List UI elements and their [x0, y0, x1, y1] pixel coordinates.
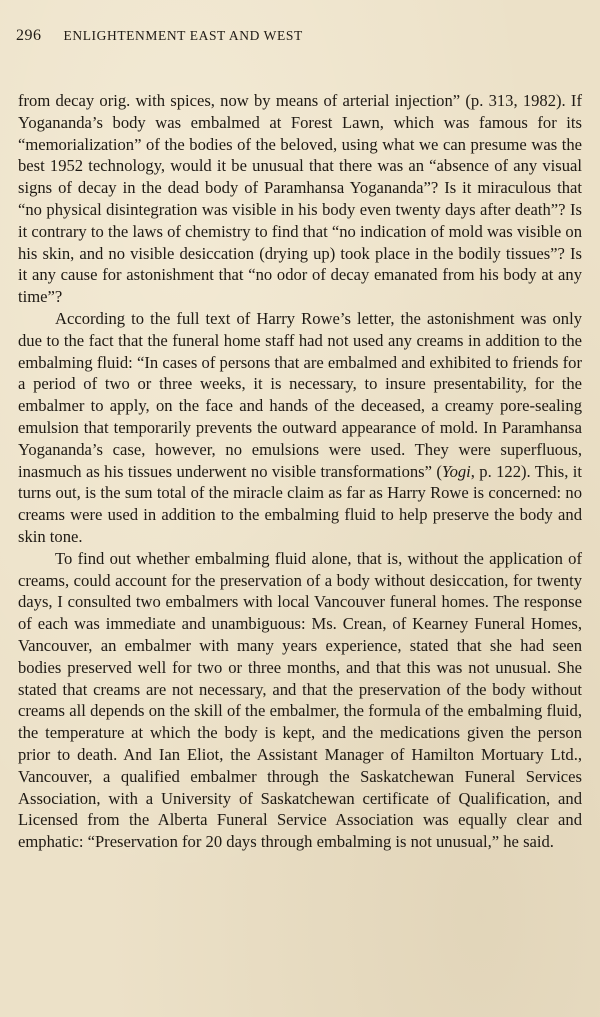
- paragraph-embalmers-consulted: To find out whether embalming fluid alone, that is, without the application of creams, could account for the preservation of a body without desiccation, for twenty days, I consulted two embalmers with local Vancouver funeral homes. The response of each was immediate and unambiguous: Ms. Crean, of Kearney Funeral Homes, Vancouver, an embalmer with many years experience, stated that she had seen bodies preserved well for two or three months, and that this was not unusual. She stated that creams are not necessary, and that the preservation of the body without creams all depends on the skill of the embalmer, the formula of the embalming fluid, the temperature at which the body is kept, and the medications given the person prior to death. And Ian Eliot, the Assistant Manager of Hamilton Mortuary Ltd., Vancouver, a qualified embalmer through the Saskatchewan Funeral Services Association, with a University of Saskatchewan certificate of Qualification, and Licensed from the Alberta Funeral Service Association was equally clear and emphatic: “Preservation for 20 days through embalming is not unusual,” he said.: [18, 548, 582, 852]
- running-head: [16, 26, 303, 46]
- paragraph-text: According to the full text of Harry Rowe’s letter, the astonishment was only due to the fact that the funeral home staff had not used any creams in addition to the embalming fluid: “In cases of persons that are embalmed and exhibited to friends for a period of two or three weeks, it is necessary, to insure presentability, for the embalmer to apply, on the face and hands of the deceased, a creamy pore-sealing emulsion that temporarily prevents the outward appearance of mold. In Paramhansa Yogananda’s case, however, no emulsions were used. They were superfluous, inasmuch as his tissues underwent no visible transformations” (: [18, 308, 582, 481]
- body-text: [18, 90, 582, 853]
- paragraph-text: , p. 122). This, it turns out, is the sum total of the miracle claim as far as Harry Rowe is concerned: no creams were used in addition to the embalming fluid to help preserve the body and skin tone.: [18, 461, 582, 546]
- paragraph-harry-rowe-letter: [18, 308, 582, 548]
- book-title-citation: Yogi: [441, 461, 471, 481]
- paragraph-continued: from decay orig. with spices, now by means of arterial injection” (p. 313, 1982). If Yogananda’s body was embalmed at Forest Lawn, which was famous for its “memorialization” of the bodies of the beloved, using what we can presume was the best 1952 technology, would it be unusual that there was an “absence of any visual signs of decay in the dead body of Paramhansa Yogananda”? Is it miraculous that “no physical disintegration was visible in his body even twenty days after death”? Is it contrary to the laws of chemistry to find that “no indication of mold was visible on his skin, and no visible desiccation (drying up) took place in the bodily tissues”? Is it any cause for astonishment that “no odor of decay emanated from his body at any time”?: [18, 91, 582, 307]
- running-title: ENLIGHTENMENT EAST AND WEST: [63, 28, 303, 43]
- page-number: 296: [16, 27, 42, 44]
